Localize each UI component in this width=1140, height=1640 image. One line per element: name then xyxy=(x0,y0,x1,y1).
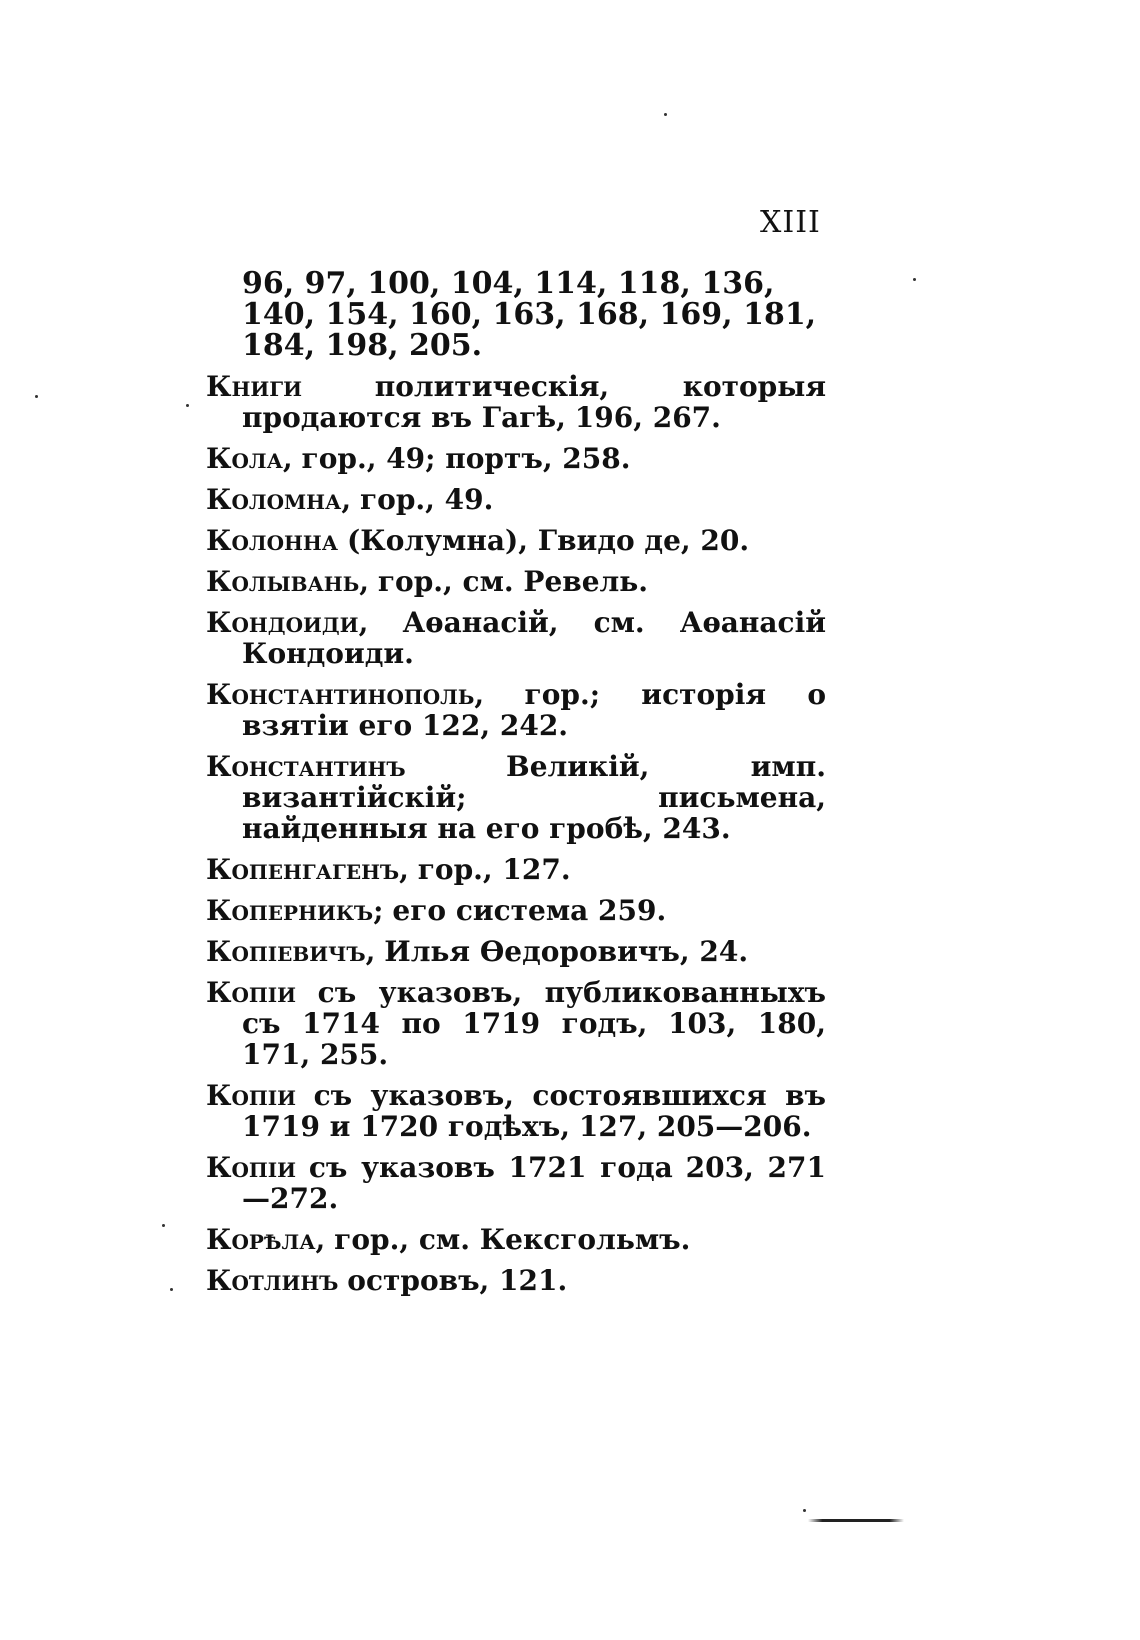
scan-speck xyxy=(664,113,667,116)
index-entry xyxy=(206,977,826,1070)
entry-text: гор., см. Ревель. xyxy=(377,565,649,598)
entry-headword: Кола, xyxy=(206,442,293,475)
entry-bold-refs: 196 xyxy=(574,401,634,434)
scan-speck xyxy=(170,1288,173,1291)
index-entry xyxy=(206,525,826,556)
page-number: XIII xyxy=(760,205,821,240)
entry-headword: Кондоиди, xyxy=(206,606,369,639)
entry-tail: , 271—272. xyxy=(242,1151,826,1215)
entry-headword: Корѣла, xyxy=(206,1223,326,1256)
entry-text: островъ, 121. xyxy=(347,1264,568,1297)
entry-text: гор.; исторія о взятіи его 122, 242. xyxy=(242,678,826,742)
entry-headword: Копенгагенъ, xyxy=(206,853,409,886)
index-entry xyxy=(206,607,826,669)
index-entry xyxy=(206,371,826,433)
entry-text: гор., 49; портъ, 258. xyxy=(301,442,631,475)
index-entry xyxy=(206,484,826,515)
scan-speck xyxy=(913,278,916,281)
entry-tail: , 171, 255. xyxy=(242,1007,826,1071)
entry-text: его система 259. xyxy=(392,894,667,927)
entry-bold-refs: 103, 180 xyxy=(668,1007,817,1040)
entry-headword: Колывань, xyxy=(206,565,369,598)
index-entry xyxy=(206,1152,826,1214)
entry-bold-refs: 203 xyxy=(685,1151,745,1184)
entry-headword: Коломна, xyxy=(206,483,352,516)
entry-text: гор., 49. xyxy=(359,483,494,516)
index-entry xyxy=(206,854,826,885)
entry-headword: Копіи xyxy=(206,976,297,1009)
index-entry xyxy=(206,895,826,926)
scan-speck xyxy=(186,404,189,407)
entry-text: съ указовъ, состоявшихся въ 1719 и 1720 годѣхъ, xyxy=(242,1079,826,1143)
entry-headword: Константинъ xyxy=(206,750,406,783)
entry-tail: , 267. xyxy=(633,401,721,434)
entry-text: гор., см. Кексгольмъ. xyxy=(334,1223,691,1256)
scan-speck xyxy=(162,1224,165,1227)
entry-headword: Котлинъ xyxy=(206,1264,339,1297)
scan-speck xyxy=(35,395,38,398)
entry-headword: Колонна xyxy=(206,524,339,557)
entry-headword: Коперникъ; xyxy=(206,894,384,927)
scan-speck xyxy=(803,1509,806,1512)
continuation-references: 96, 97, 100, 104, 114, 118, 136, 140, 154, 160, 163, 168, 169, 181, 184, 198, 205. xyxy=(242,266,817,363)
entry-tail: , 205—206. xyxy=(637,1110,812,1143)
entry-text: съ указовъ, публикованныхъ съ 1714 по 1719 годъ, xyxy=(242,976,826,1040)
index-entry xyxy=(206,679,826,741)
entry-text: Великій, имп. византійскій; письмена, найденныя на его гробѣ, 243. xyxy=(242,750,826,845)
entry-text: политическія, которыя продаются въ Гагѣ, xyxy=(242,370,827,434)
entry-text: (Колумна), Гвидо де, 20. xyxy=(347,524,750,557)
entry-headword: Копіи xyxy=(206,1079,297,1112)
index-entry xyxy=(206,751,826,844)
index-entry xyxy=(206,1265,826,1296)
index-entry xyxy=(206,1224,826,1255)
index-entry xyxy=(206,1080,826,1142)
entry-bold-refs: 127 xyxy=(578,1110,638,1143)
index-entry xyxy=(206,566,826,597)
index-entry xyxy=(206,936,826,967)
entry-text: гор., 127. xyxy=(417,853,571,886)
entry-headword: Константинополь, xyxy=(206,678,485,711)
entry-text: Илья Ѳедоровичъ, 24. xyxy=(384,935,749,968)
entry-headword: Книги xyxy=(206,370,302,403)
ornamental-dash xyxy=(808,1519,904,1522)
index-column xyxy=(206,268,826,1296)
entry-text: Аѳанасій, см. Аѳанасій Кондоиди. xyxy=(242,606,826,670)
index-entry xyxy=(206,443,826,474)
entry-headword: Копіи xyxy=(206,1151,297,1184)
entry-text: съ указовъ 1721 года xyxy=(308,1151,673,1184)
entry-headword: Копіевичъ, xyxy=(206,935,376,968)
